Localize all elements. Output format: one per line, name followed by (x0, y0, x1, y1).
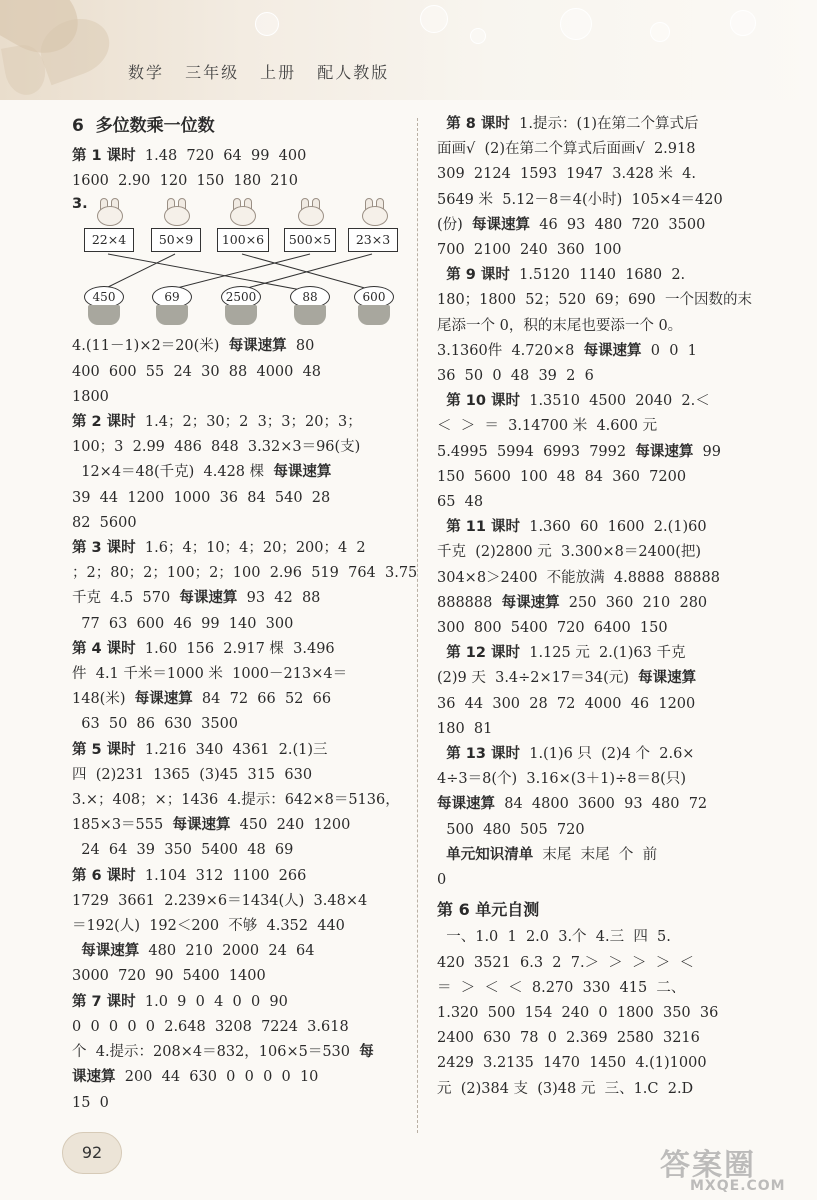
answer-line: 65 48 (437, 494, 484, 511)
bubble-decoration (560, 8, 592, 40)
lesson-label: 第 7 课时 (72, 993, 136, 1010)
answer-line: ；2；80；2；100；2；100 2.96 519 764 3.75 (72, 565, 418, 582)
speed-calc-label: 每课速算 (134, 691, 193, 708)
answer-line: 3.×；408；×；1436 4.提示：642×8＝5136， (72, 792, 400, 809)
bubble-decoration (420, 5, 448, 33)
bubble-decoration (650, 22, 670, 42)
lesson-label: 第 2 课时 (72, 414, 136, 431)
lesson-label: 第 8 课时 (446, 116, 510, 132)
flowerpot (354, 286, 394, 332)
answer-line: 第 9 课时 1.5120 1140 1680 2. (446, 267, 686, 284)
answer-line: 150 5600 100 48 84 360 7200 (437, 468, 687, 485)
speed-calc-label: 每课速算 (179, 590, 238, 607)
answer-line: 180；1800 52；520 69；690 一个因数的末 (437, 292, 752, 309)
lesson-label: 第 10 课时 (446, 393, 520, 410)
answer-line: 1.320 500 154 240 0 1800 350 36 (437, 1004, 719, 1021)
answer-line: (份) 每课速算 46 93 480 720 3500 (437, 216, 706, 233)
expression-box: 50×9 (151, 228, 201, 252)
lesson-label: 第 6 课时 (72, 867, 136, 884)
answer-line: 第 3 课时 1.6；4；10；4；20；200；4 2 (72, 540, 366, 557)
lesson-label: 第 4 课时 (72, 640, 136, 657)
speed-calc-label: 课速算 (72, 1069, 116, 1086)
answer-line: 3000 720 90 5400 1400 (72, 968, 266, 985)
answer-line: 第 7 课时 1.0 9 0 4 0 0 90 (72, 993, 288, 1010)
speed-calc-label: 每课速算 (81, 943, 140, 960)
answer-line: 千克 (2)2800 元 3.300×8＝2400(把) (437, 544, 702, 561)
answer-line: 尾添一个 0，积的末尾也要添一个 0。 (437, 317, 683, 334)
answer-line: 每课速算 84 4800 3600 93 480 72 (437, 796, 708, 813)
answer-line: 课速算 200 44 630 0 0 0 0 10 (72, 1069, 319, 1086)
answer-line: 面画√ (2)在第二个算式后面画√ 2.918 (437, 141, 696, 158)
flowerpot (152, 286, 192, 332)
answer-line: 千克 4.5 570 每课速算 93 42 88 (72, 590, 321, 607)
answer-line: 24 64 39 350 5400 48 69 (72, 842, 294, 859)
answer-line: 第 2 课时 1.4；2；30；2 3；3；20；3； (72, 414, 362, 431)
answer-line: 39 44 1200 1000 36 84 540 28 (72, 489, 331, 506)
speed-calc-label: 每课速算 (228, 338, 287, 355)
answer-line: 0 (437, 872, 447, 889)
answer-line: 100；3 2.99 486 848 3.32×3＝96(支) (72, 439, 361, 456)
unit-test-title: 第 6 单元自测 (437, 900, 540, 920)
answer-line: 5649 米 5.12－8＝4(小时) 105×4＝420 (437, 191, 723, 208)
speed-calc-label: 每课速算 (583, 342, 642, 359)
answer-line: ＝192(人) 192＜200 不够 4.352 440 (72, 918, 345, 935)
answer-line: ＜ ＞ ＝ 3.14700 米 4.600 元 (437, 418, 658, 435)
summary-label: 单元知识清单 (446, 846, 534, 863)
answer-line: 4÷3＝8(个) 3.16×(3＋1)÷8＝8(只) (437, 771, 686, 788)
speed-calc-label: 每课速算 (635, 443, 694, 460)
answer-line: 1729 3661 2.239×6＝1434(人) 3.48×4 (72, 892, 368, 909)
rabbit-icon (359, 198, 389, 224)
answer-line: 第 12 课时 1.125 元 2.(1)63 千克 (446, 645, 686, 662)
answer-line: 700 2100 240 360 100 (437, 242, 622, 259)
matching-figure (72, 194, 408, 334)
watermark-logo: 答案圈 MXQE.COM (660, 1148, 786, 1194)
expression-box: 100×6 (217, 228, 269, 252)
answer-line: 77 63 600 46 99 140 300 (72, 615, 294, 632)
page-number: 92 (62, 1132, 122, 1174)
lesson-label: 第 12 课时 (446, 645, 520, 662)
answer-line: 63 50 86 630 3500 (72, 716, 239, 733)
question-number: 3. (72, 196, 88, 213)
rabbit-icon (227, 198, 257, 224)
pot-value: 450 (84, 286, 124, 308)
right-column (437, 112, 769, 1102)
speed-calc-label: 每课速算 (472, 216, 531, 233)
answer-line: 第 5 课时 1.216 340 4361 2.(1)三 (72, 741, 328, 758)
bubble-decoration (255, 12, 279, 36)
answer-line: 第 4 课时 1.60 156 2.917 棵 3.496 (72, 640, 335, 657)
flowerpot (290, 286, 330, 332)
expression-box: 22×4 (84, 228, 134, 252)
answer-line: 500 480 505 720 (437, 821, 585, 838)
answer-line: 元 (2)384 支 (3)48 元 三、1.C 2.D (437, 1080, 694, 1097)
pot-value: 2500 (221, 286, 261, 308)
bubble-decoration (730, 10, 756, 36)
answer-line: 12×4＝48(千克) 4.428 棵 每课速算 (72, 464, 332, 481)
column-divider (417, 118, 418, 1133)
rabbit-icon (295, 198, 325, 224)
lesson-label: 第 3 课时 (72, 540, 136, 557)
lesson-label: 第 9 课时 (446, 267, 510, 284)
answer-line: 四 (2)231 1365 (3)45 315 630 (72, 766, 313, 783)
speed-calc-label: 每课速算 (638, 670, 697, 687)
answer-line: 1800 (72, 388, 109, 405)
answer-line: 148(米) 每课速算 84 72 66 52 66 (72, 691, 332, 708)
answer-line: 第 11 课时 1.360 60 1600 2.(1)60 (446, 519, 707, 536)
expression-box: 500×5 (284, 228, 336, 252)
pot-value: 69 (152, 286, 192, 308)
answer-line: 36 44 300 28 72 4000 46 1200 (437, 695, 696, 712)
speed-calc-label: 每课速算 (172, 817, 231, 834)
section-title: 6 多位数乘一位数 (72, 116, 215, 136)
lesson-label: 第 1 课时 (72, 148, 136, 164)
bubble-decoration (470, 28, 486, 44)
lesson-label: 第 13 课时 (446, 746, 520, 763)
answer-line: 第 13 课时 1.(1)6 只 (2)4 个 2.6× (446, 746, 695, 763)
answer-line: 15 0 (72, 1094, 109, 1111)
speed-calc-label: 每 (359, 1044, 374, 1061)
answer-line: 一、1.0 1 2.0 3.个 4.三 四 5. (437, 929, 671, 946)
answer-line: 185×3＝555 每课速算 450 240 1200 (72, 817, 351, 834)
answer-line: 件 4.1 千米＝1000 米 1000－213×4＝ (72, 666, 348, 683)
pot-value: 600 (354, 286, 394, 308)
answer-line: 180 81 (437, 720, 493, 737)
answer-line: ＝ ＞ ＜ ＜ 8.270 330 415 二、 (437, 979, 686, 996)
answer-line: 36 50 0 48 39 2 6 (437, 368, 594, 385)
answer-line: 3.1360件 4.720×8 每课速算 0 0 1 (437, 342, 697, 359)
header-title: 数学 三年级 上册 配人教版 (128, 63, 390, 82)
answer-line: 1600 2.90 120 150 180 210 (72, 173, 298, 190)
answer-line: 单元知识清单 末尾 末尾 个 前 (446, 846, 658, 863)
answer-line: 304×8＞2400 不能放满 4.8888 88888 (437, 569, 720, 586)
lesson-label: 第 5 课时 (72, 741, 136, 758)
rabbit-icon (94, 198, 124, 224)
rabbit-icon (161, 198, 191, 224)
answer-line: 888888 每课速算 250 360 210 280 (437, 594, 708, 611)
answer-line: 每课速算 480 210 2000 24 64 (81, 943, 315, 960)
answer-line: 420 3521 6.3 2 7.＞ ＞ ＞ ＞ ＜ (437, 954, 694, 971)
answer-line: (2)9 天 3.4÷2×17＝34(元) 每课速算 (437, 670, 697, 687)
answer-line: 第 1 课时 1.48 720 64 99 400 (72, 148, 307, 164)
answer-line: 300 800 5400 720 6400 150 (437, 620, 668, 637)
answer-line: 309 2124 1593 1947 3.428 米 4. (437, 166, 696, 183)
answer-line: 0 0 0 0 0 2.648 3208 7224 3.618 (72, 1018, 349, 1035)
answer-line: 2400 630 78 0 2.369 2580 3216 (437, 1030, 700, 1047)
answer-line: 5.4995 5994 6993 7992 每课速算 99 (437, 443, 721, 460)
answer-line: 个 4.提示：208×4＝832，106×5＝530 每 (72, 1044, 374, 1061)
speed-calc-label: 每课速算 (273, 464, 332, 481)
speed-calc-label: 每课速算 (501, 594, 560, 611)
flowerpot (221, 286, 261, 332)
answer-line: 第 6 课时 1.104 312 1100 266 (72, 867, 307, 884)
flowerpot (84, 286, 124, 332)
lesson-label: 第 11 课时 (446, 519, 520, 536)
answer-line: 2429 3.2135 1470 1450 4.(1)1000 (437, 1055, 707, 1072)
expression-box: 23×3 (348, 228, 398, 252)
answer-line: 第 8 课时 1.提示：(1)在第二个算式后 (446, 116, 699, 132)
header-background (0, 0, 817, 100)
answer-line: 400 600 55 24 30 88 4000 48 (72, 363, 322, 380)
speed-calc-label: 每课速算 (437, 796, 495, 813)
answer-line: 4.(11－1)×2＝20(米) 每课速算 80 (72, 338, 315, 355)
answer-line: 82 5600 (72, 514, 137, 531)
pot-value: 88 (290, 286, 330, 308)
left-column (72, 112, 418, 1116)
answer-line: 第 10 课时 1.3510 4500 2040 2.＜ (446, 393, 710, 410)
